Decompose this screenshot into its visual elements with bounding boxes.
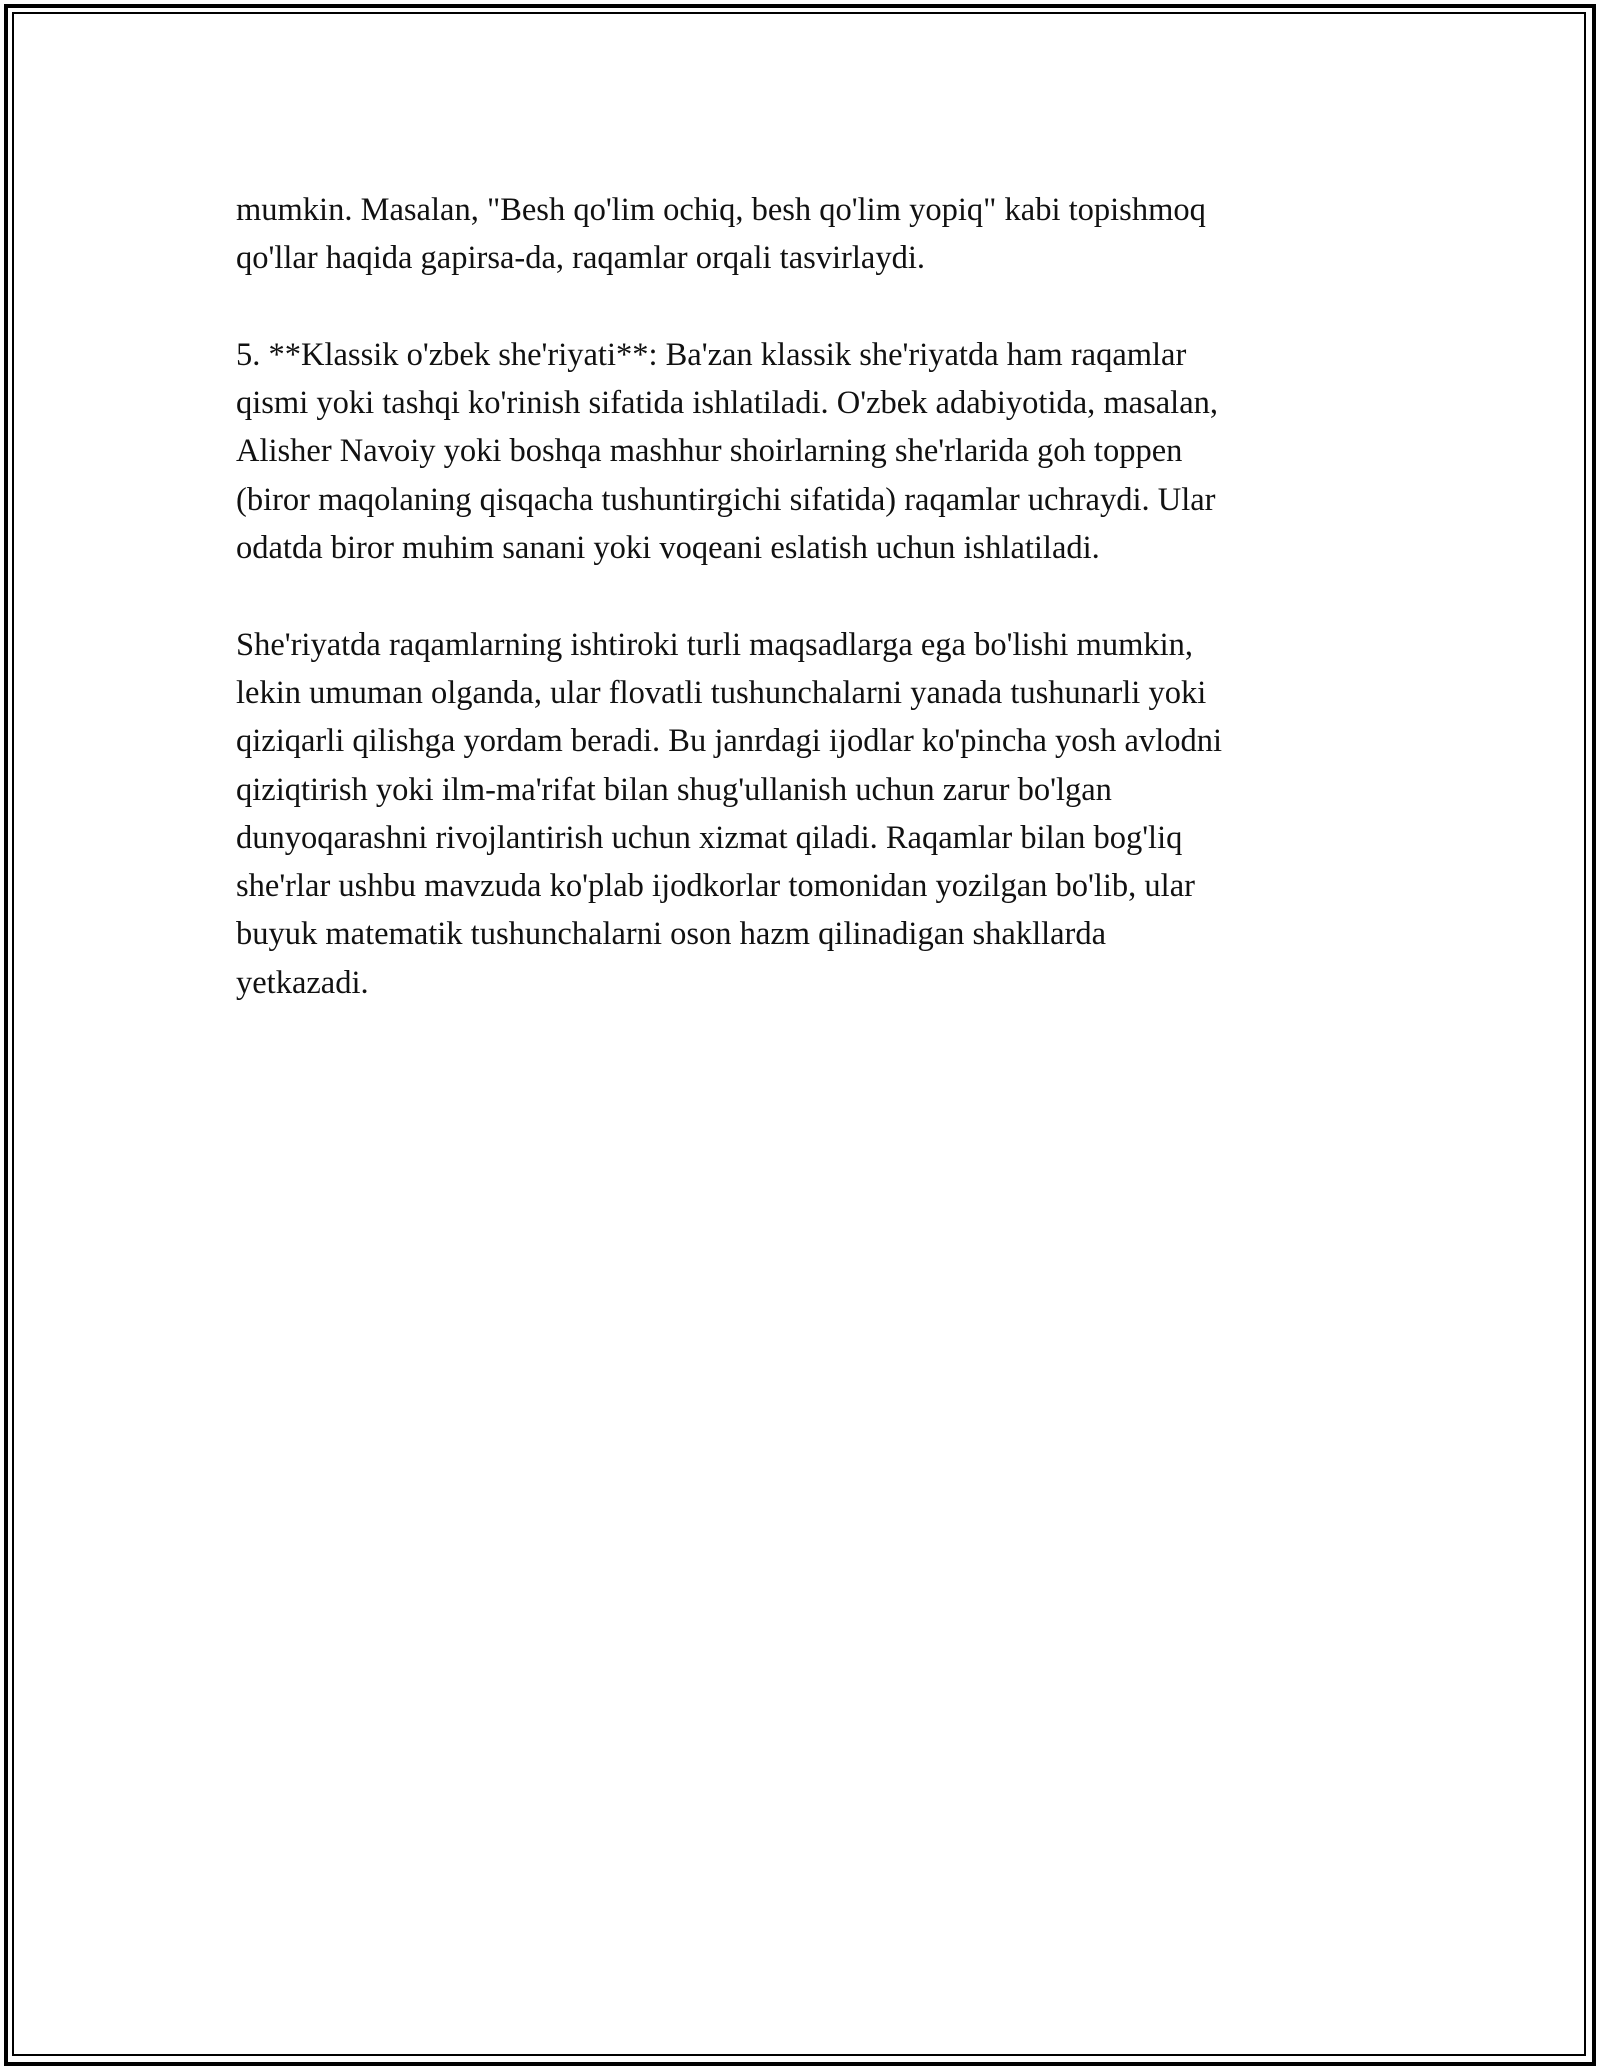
text-line: qismi yoki tashqi ko'rinish sifatida ishlatiladi. O'zbek adabiyotida, masalan, [236, 385, 1219, 422]
text-line: lekin umuman olganda, ular flovatli tushunchalarni yanada tushunarli yoki [236, 674, 1207, 711]
text-line: qo'llar haqida gapirsa-da, raqamlar orqali tasvirlaydi. [236, 240, 925, 277]
text-line: 5. **Klassik o'zbek she'riyati**: Ba'zan klassik she'riyatda ham raqamlar [236, 336, 1187, 373]
text-line: mumkin. Masalan, "Besh qo'lim ochiq, besh qo'lim yopiq" kabi topishmoq [236, 192, 1206, 228]
paragraph-conclusion [236, 621, 1366, 1007]
text-line: buyuk matematik tushunchalarni oson hazm qilinadigan shakllarda [236, 916, 1107, 953]
text-line: Alisher Navoiy yoki boshqa mashhur shoirlarning she'rlarida goh toppen [236, 433, 1183, 470]
text-line: dunyoqarashni rivojlantirish uchun xizmat qiladi. Raqamlar bilan bog'liq [236, 819, 1183, 856]
paragraph-riddle-continuation [236, 186, 1366, 283]
text-line: odatda biror muhim sanani yoki voqeani eslatish uchun ishlatiladi. [236, 530, 1100, 567]
text-line: yetkazadi. [236, 964, 369, 1001]
paragraph-classic-poetry [236, 331, 1366, 572]
text-line: (biror maqolaning qisqacha tushuntirgichi sifatida) raqamlar uchraydi. Ular [236, 481, 1216, 518]
text-line: she'rlar ushbu mavzuda ko'plab ijodkorlar tomonidan yozilgan bo'lib, ular [236, 868, 1195, 905]
text-line: She'riyatda raqamlarning ishtiroki turli maqsadlarga ega bo'lishi mumkin, [236, 626, 1194, 663]
document-body [236, 186, 1366, 1007]
text-line: qiziqarli qilishga yordam beradi. Bu janrdagi ijodlar ko'pincha yosh avlodni [236, 723, 1223, 760]
text-line: qiziqtirish yoki ilm-ma'rifat bilan shug'ullanish uchun zarur bo'lgan [236, 771, 1112, 808]
